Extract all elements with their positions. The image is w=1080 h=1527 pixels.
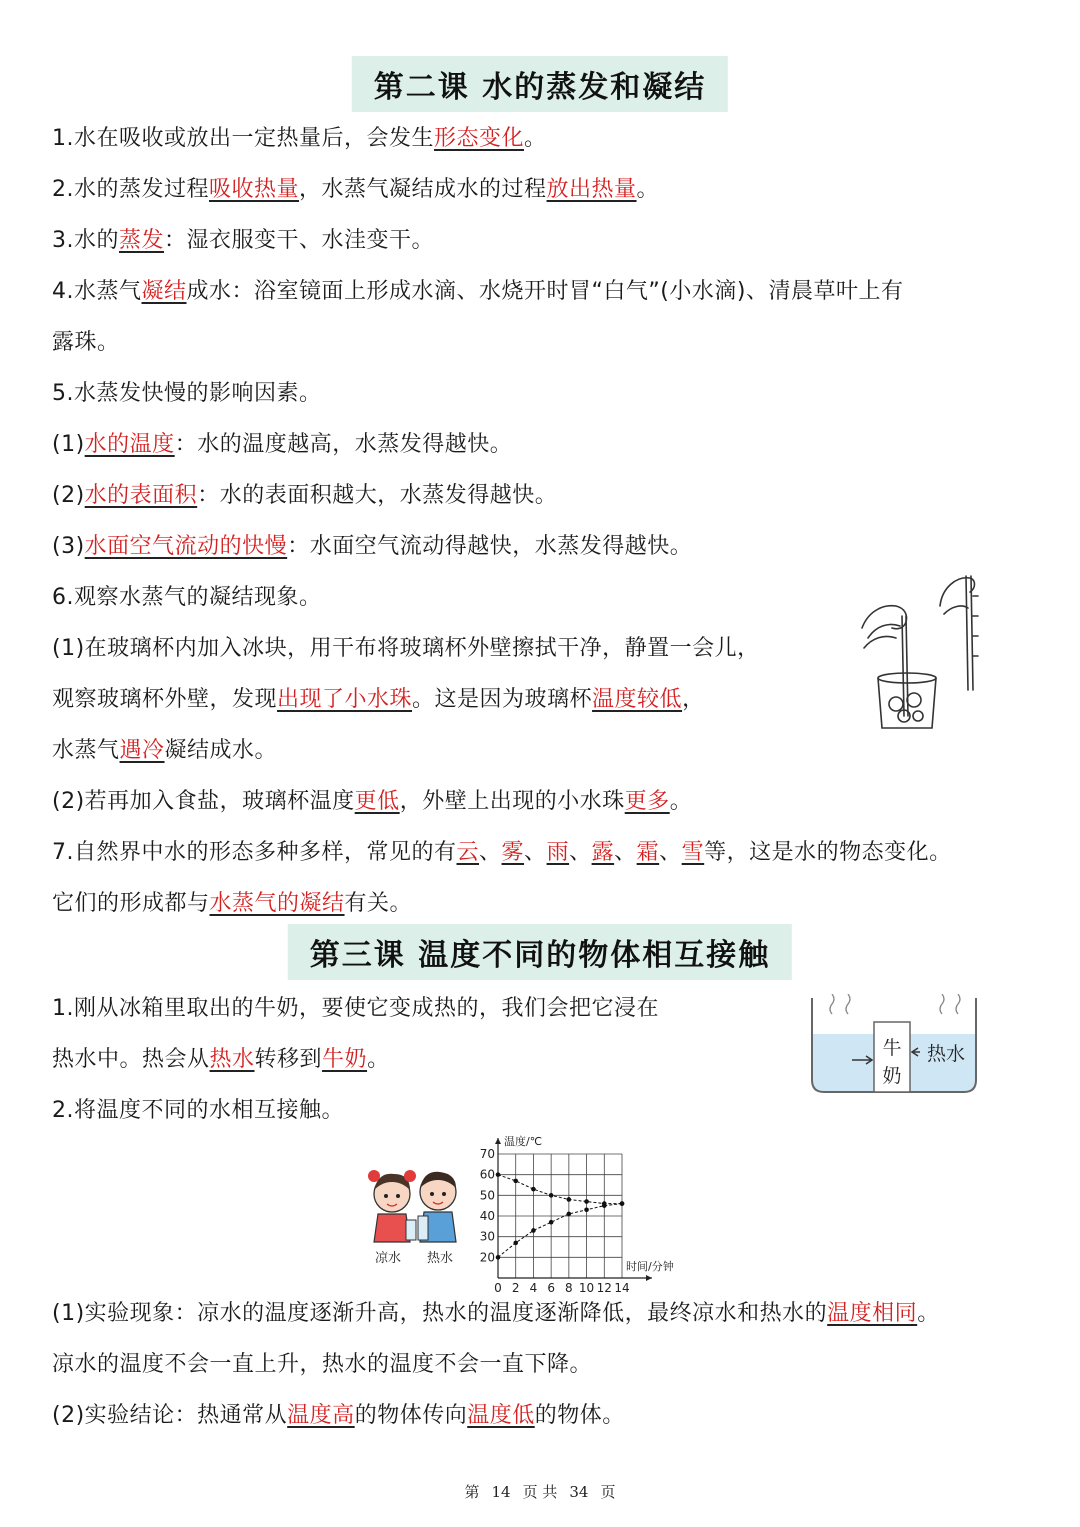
line-text: ：湿衣服变干、水洼变干。 <box>164 228 435 253</box>
data-point <box>513 1241 518 1246</box>
kids-experiment-illustration <box>360 1158 476 1270</box>
answer-highlight: 遇冷 <box>119 738 165 763</box>
line-text: 3.水的 <box>52 228 119 253</box>
line-text: ，水蒸气凝结成水的过程 <box>299 177 547 202</box>
x-tick-label: 14 <box>614 1281 630 1292</box>
line-text: 2.将温度不同的水相互接触。 <box>52 1098 344 1123</box>
hot-water-kids-label: 热水 <box>426 1251 454 1266</box>
milk-label-1: 牛 <box>882 1037 902 1059</box>
answer-highlight: 热水 <box>209 1047 255 1072</box>
cold-water-label: 凉水 <box>374 1251 402 1266</box>
data-point <box>567 1212 572 1217</box>
answer-highlight: 更多 <box>624 789 670 814</box>
line-text: 、 <box>659 840 682 865</box>
x-tick-label: 2 <box>511 1281 520 1292</box>
answer-highlight: 水面空气流动的快慢 <box>84 534 288 559</box>
lesson2-line <box>52 379 322 409</box>
line-text: (2) <box>52 483 85 508</box>
answer-highlight: 云 <box>456 840 480 865</box>
line-text: 的物体。 <box>534 1403 625 1428</box>
current-page: 14 <box>491 1483 511 1501</box>
series-line-1 <box>498 1204 622 1258</box>
line-text: 等，这是水的物态变化。 <box>704 840 952 865</box>
y-tick-label: 50 <box>479 1188 495 1203</box>
line-text: 。 <box>524 126 547 151</box>
line-text: 成水：浴室镜面上形成水滴、水烧开时冒“白气”(小水滴)、清晨草叶上有 <box>186 279 904 304</box>
answer-highlight: 牛奶 <box>322 1047 368 1072</box>
x-tick-label: 12 <box>596 1281 612 1292</box>
line-text: (1) <box>52 432 85 457</box>
line-text: 热水中。热会从 <box>52 1047 210 1072</box>
data-point <box>567 1197 572 1202</box>
answer-highlight: 温度较低 <box>592 687 683 712</box>
lesson2-line <box>52 685 705 715</box>
lesson3-title: 第三课 温度不同的物体相互接触 <box>288 924 792 980</box>
line-text: (3) <box>52 534 85 559</box>
line-text: 。这是因为玻璃杯 <box>412 687 593 712</box>
lesson2-line <box>52 736 277 766</box>
data-point <box>549 1193 554 1198</box>
lesson2-line <box>52 634 760 664</box>
line-text: (1)实验现象：凉水的温度逐渐升高，热水的温度逐渐降低，最终凉水和热水的 <box>52 1301 828 1326</box>
answer-highlight: 雨 <box>546 840 570 865</box>
line-text: 6.观察水蒸气的凝结现象。 <box>52 585 322 610</box>
lesson2-line <box>52 277 903 307</box>
line-text: 5.水蒸发快慢的影响因素。 <box>52 381 322 406</box>
line-text: ，外壁上出现的小水珠 <box>399 789 625 814</box>
lesson3-line <box>52 1350 592 1380</box>
data-point <box>602 1203 607 1208</box>
line-text: (2)实验结论：热通常从 <box>52 1403 288 1428</box>
lesson2-line <box>52 124 547 154</box>
lesson2-line <box>52 787 692 817</box>
lesson2-title: 第二课 水的蒸发和凝结 <box>352 56 728 112</box>
line-text: 水蒸气 <box>52 738 120 763</box>
line-text: 有关。 <box>344 891 413 916</box>
line-text: 7.自然界中水的形态多种多样，常见的有 <box>52 840 457 865</box>
lesson2-line <box>52 328 120 358</box>
line-text: 。 <box>669 789 693 814</box>
line-text: ：水的温度越高，水蒸发得越快。 <box>174 432 513 457</box>
lesson3-line <box>52 1096 344 1126</box>
line-text: 。 <box>636 177 660 202</box>
data-point <box>513 1179 518 1184</box>
answer-highlight: 更低 <box>354 789 400 814</box>
x-axis-label: 时间/分钟 <box>626 1260 674 1273</box>
lesson2-line <box>52 532 692 562</box>
lesson3-line <box>52 1401 625 1431</box>
y-tick-label: 30 <box>479 1229 495 1244</box>
line-text: 、 <box>479 840 502 865</box>
line-text: 观察玻璃杯外壁，发现 <box>52 687 278 712</box>
data-point <box>496 1172 501 1177</box>
total-pages: 34 <box>569 1483 589 1501</box>
x-tick-label: 4 <box>529 1281 538 1292</box>
answer-highlight: 水蒸气的凝结 <box>209 891 345 916</box>
page-footer: 第 14 页 共 34 页 <box>464 1483 616 1501</box>
milk-hot-water-illustration <box>808 994 980 1096</box>
data-point <box>531 1228 536 1233</box>
line-text: 的物体传向 <box>354 1403 468 1428</box>
data-point <box>531 1187 536 1192</box>
x-tick-label: 0 <box>494 1281 502 1292</box>
line-text: 、 <box>614 840 637 865</box>
answer-highlight: 露 <box>591 840 615 865</box>
x-tick-label: 8 <box>565 1281 573 1292</box>
answer-highlight: 温度低 <box>467 1403 535 1428</box>
line-text: 露珠。 <box>52 330 120 355</box>
answer-highlight: 蒸发 <box>119 228 165 253</box>
temperature-chart <box>476 1134 690 1292</box>
y-tick-label: 20 <box>479 1250 495 1265</box>
y-tick-label: 60 <box>479 1167 495 1182</box>
y-axis-arrow <box>495 1138 501 1144</box>
line-text: 。 <box>367 1047 390 1072</box>
x-axis-arrow <box>646 1275 652 1281</box>
lesson2-line <box>52 838 952 868</box>
y-tick-label: 40 <box>479 1209 495 1223</box>
lesson2-line <box>52 889 412 919</box>
data-point <box>549 1220 554 1225</box>
x-tick-label: 6 <box>547 1281 555 1292</box>
data-point <box>496 1255 501 1260</box>
line-text: (2)若再加入食盐，玻璃杯温度 <box>52 789 355 814</box>
lesson3-line <box>52 1299 940 1329</box>
lesson3-line <box>52 1045 390 1075</box>
line-text: 转移到 <box>254 1047 323 1072</box>
answer-highlight: 形态变化 <box>434 126 525 151</box>
answer-highlight: 水的温度 <box>84 432 175 457</box>
line-text: 它们的形成都与 <box>52 891 210 916</box>
data-point <box>584 1208 589 1213</box>
line-text: ， <box>682 687 705 712</box>
lesson2-line <box>52 583 322 613</box>
line-text: 凝结成水。 <box>164 738 278 763</box>
y-tick-label: 70 <box>479 1147 495 1161</box>
answer-highlight: 霜 <box>636 840 660 865</box>
line-text: 、 <box>569 840 592 865</box>
line-text: ：水的表面积越大，水蒸发得越快。 <box>197 483 558 508</box>
line-text: (1)在玻璃杯内加入冰块，用干布将玻璃杯外壁擦拭干净，静置一会儿， <box>52 636 760 661</box>
lesson2-line <box>52 226 434 256</box>
data-point <box>584 1199 589 1204</box>
answer-highlight: 凝结 <box>141 279 187 304</box>
line-text: 1.水在吸收或放出一定热量后，会发生 <box>52 126 434 151</box>
answer-highlight: 吸收热量 <box>209 177 300 202</box>
line-text: 、 <box>524 840 547 865</box>
x-tick-label: 10 <box>578 1281 595 1292</box>
line-text: ：水面空气流动得越快，水蒸发得越快。 <box>287 534 693 559</box>
line-text: 。 <box>917 1301 940 1326</box>
data-point <box>620 1201 625 1206</box>
hot-water-label: 热水 <box>926 1043 966 1065</box>
thermometer-beaker-illustration <box>848 566 998 736</box>
answer-highlight: 雾 <box>501 840 525 865</box>
answer-highlight: 放出热量 <box>546 177 637 202</box>
lesson2-line <box>52 481 557 511</box>
answer-highlight: 水的表面积 <box>84 483 198 508</box>
answer-highlight: 温度高 <box>287 1403 355 1428</box>
line-text: 2.水的蒸发过程 <box>52 177 209 202</box>
milk-label-2: 奶 <box>882 1065 902 1087</box>
y-axis-label: 温度/℃ <box>504 1135 543 1148</box>
answer-highlight: 雪 <box>681 840 705 865</box>
answer-highlight: 出现了小水珠 <box>277 687 413 712</box>
lesson2-line <box>52 175 659 205</box>
answer-highlight: 温度相同 <box>827 1301 918 1326</box>
lesson3-line <box>52 994 659 1024</box>
line-text: 1.刚从冰箱里取出的牛奶，要使它变成热的，我们会把它浸在 <box>52 996 659 1021</box>
line-text: 凉水的温度不会一直上升，热水的温度不会一直下降。 <box>52 1352 593 1377</box>
lesson2-line <box>52 430 512 460</box>
line-text: 4.水蒸气 <box>52 279 142 304</box>
